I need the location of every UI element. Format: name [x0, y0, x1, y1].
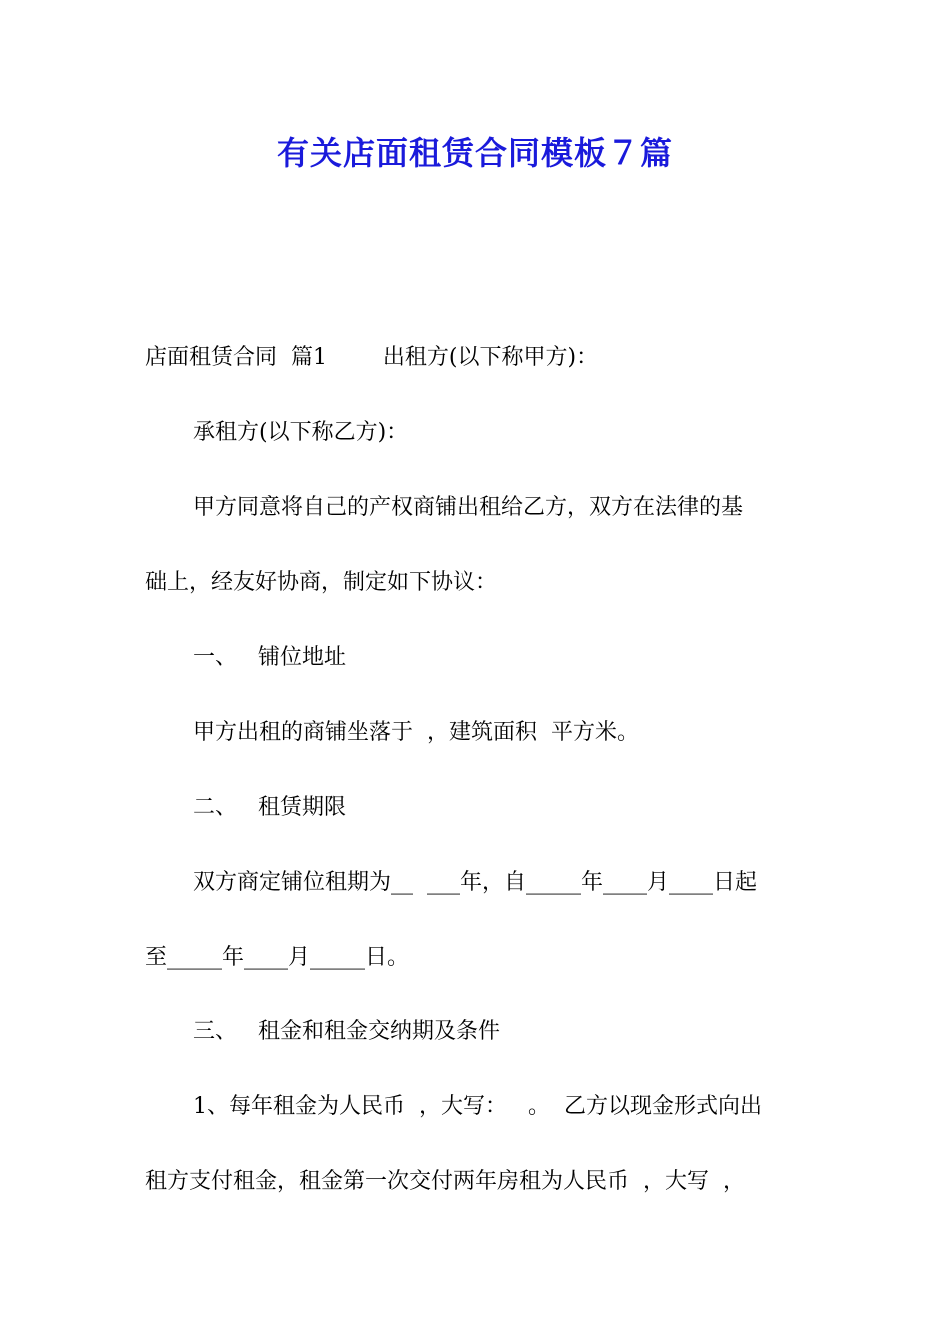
rent-paragraph-line: 租方支付租金，租金第一次交付两年房租为人民币 ，大写 ，: [145, 1169, 745, 1194]
agreement-paragraph-line: 甲方同意将自己的产权商铺出租给乙方，双方在法律的基: [193, 495, 744, 520]
document-title: 有关店面租赁合同模板７篇: [276, 134, 673, 172]
contract-heading-line: 店面租赁合同 篇1 出租方(以下称甲方)：: [145, 345, 599, 370]
lessee-line: 承租方(以下称乙方)：: [193, 420, 409, 445]
agreement-paragraph-line: 础上，经友好协商，制定如下协议：: [145, 570, 498, 595]
rent-paragraph-line: 1、每年租金为人民币 ，大写： 。 乙方以现金形式向出: [193, 1094, 762, 1119]
section-heading-address: 一、 铺位地址: [193, 645, 346, 670]
address-paragraph-line: 甲方出租的商铺坐落于 ，建筑面积 平方米。: [193, 720, 639, 745]
term-paragraph-line: 双方商定铺位租期为__ ___年，自_____年____月____日起: [193, 870, 757, 895]
section-heading-term: 二、 租赁期限: [193, 795, 346, 820]
term-paragraph-line: 至_____年____月_____日。: [145, 945, 410, 970]
section-heading-rent: 三、 租金和租金交纳期及条件: [193, 1019, 500, 1044]
